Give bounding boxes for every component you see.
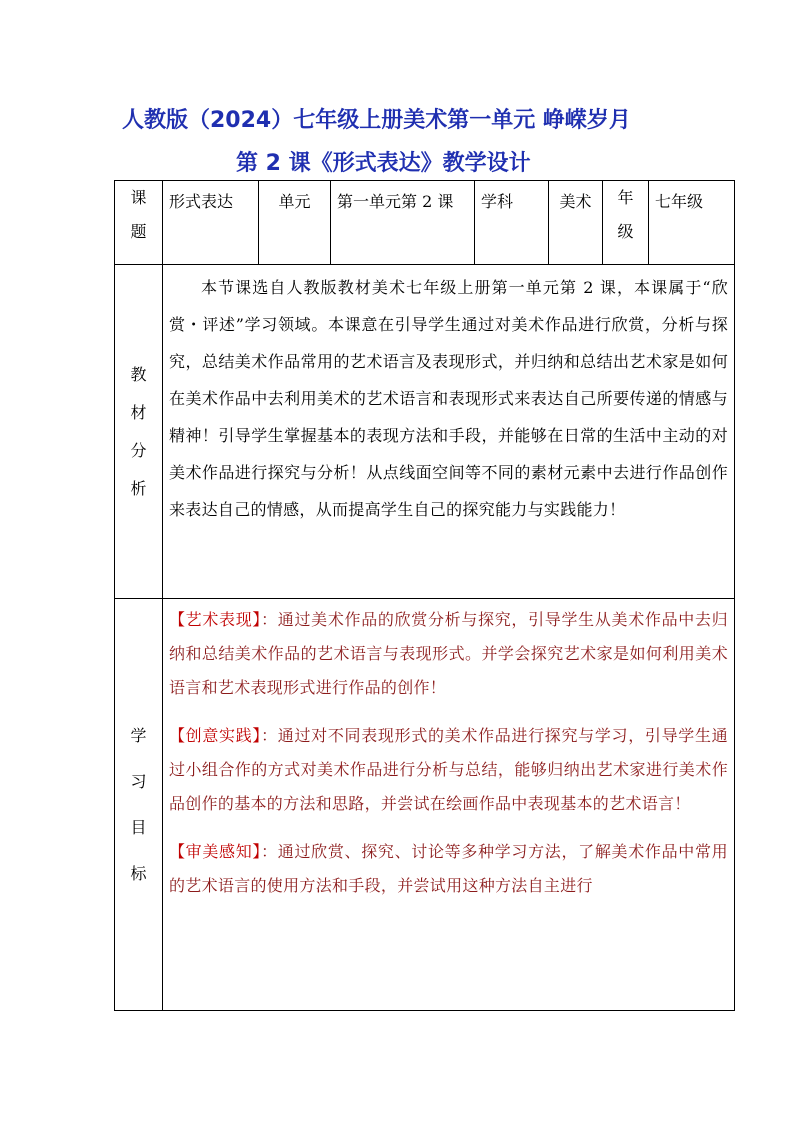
document-subtitle: 第 2 课《形式表达》教学设计 — [236, 151, 531, 176]
lesson-plan-table — [114, 180, 735, 1011]
analysis-label: 教 材 分 析 — [115, 265, 163, 599]
goal-tag: 【艺术表现】 — [169, 610, 262, 629]
topic-value: 形式表达 — [163, 181, 259, 265]
unit-label: 单元 — [259, 181, 331, 265]
analysis-content — [163, 265, 735, 599]
subject-value: 美术 — [549, 181, 603, 265]
goal-item — [169, 835, 728, 903]
goal-text: ：通过对不同表现形式的美术作品进行探究与学习，引导学生通过小组合作的方式对美术作品进行分析与总结，能够归纳出艺术家进行美术作品创作的基本的方法和思路，并尝试在绘画作品中表现基本的艺术语言！ — [169, 726, 728, 813]
analysis-row — [115, 265, 735, 599]
goals-row — [115, 599, 735, 1011]
goals-content — [163, 599, 735, 1011]
goal-text: ：通过欣赏、探究、讨论等多种学习方法，了解美术作品中常用的艺术语言的使用方法和手段，并尝试用这种方法自主进行 — [169, 842, 728, 895]
grade-label: 年 级 — [603, 181, 649, 265]
goal-tag: 【创意实践】 — [169, 726, 262, 745]
goal-item — [169, 603, 728, 705]
goal-text: ：通过美术作品的欣赏分析与探究，引导学生从美术作品中去归纳和总结美术作品的艺术语言与表现形式。并学会探究艺术家是如何利用美术语言和艺术表现形式进行作品的创作！ — [169, 610, 728, 697]
info-row — [115, 181, 735, 265]
goals-label: 学 习 目 标 — [115, 599, 163, 1011]
grade-value: 七年级 — [649, 181, 735, 265]
analysis-text: 本节课选自人教版教材美术七年级上册第一单元第 2 课，本课属于“欣赏・评述”学习领域。本课意在引导学生通过对美术作品进行欣赏，分析与探究，总结美术作品常用的艺术语言及表现形式，并归纳和总结出艺术家是如何在美术作品中去利用美术的艺术语言和表现形式来表达自己所要传递的情感与精神！引导学生掌握基本的表现方法和手段，并能够在日常的生活中主动的对美术作品进行探究与分析！从点线面空间等不同的素材元素中去进行作品创作来表达自己的情感，从而提高学生自己的探究能力与实践能力！ — [169, 278, 728, 519]
document-title: 人教版（2024）七年级上册美术第一单元 峥嵘岁月 — [122, 108, 631, 133]
goal-item — [169, 719, 728, 821]
subject-label: 学科 — [475, 181, 549, 265]
topic-label: 课 题 — [115, 181, 163, 265]
goal-tag: 【审美感知】 — [169, 842, 262, 861]
unit-value: 第一单元第 2 课 — [331, 181, 475, 265]
